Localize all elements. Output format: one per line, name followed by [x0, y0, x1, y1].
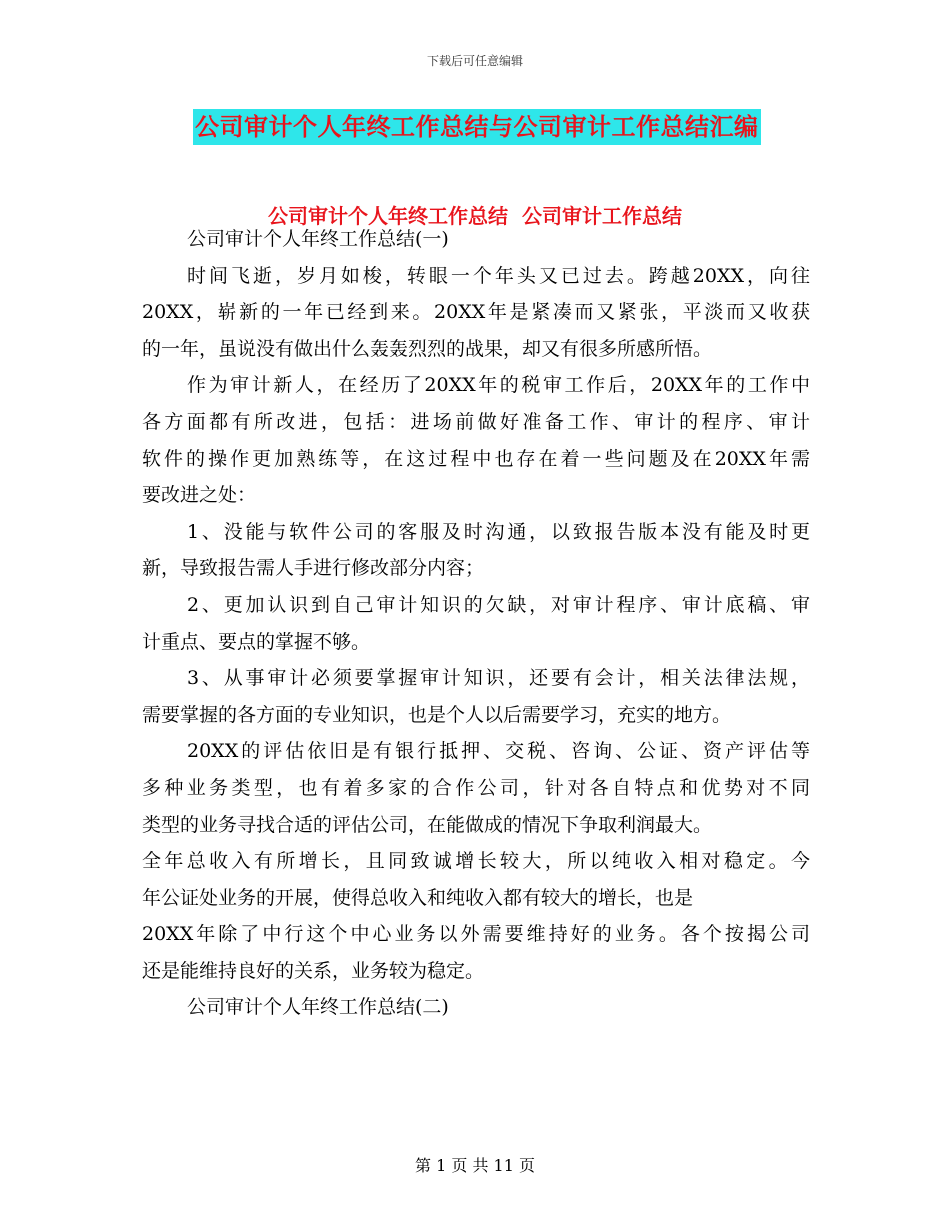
body-line: 多种业务类型，也有着多家的合作公司，针对各自特点和优势对不同	[142, 776, 810, 799]
document-subtitle: 公司审计个人年终工作总结 公司审计工作总结	[268, 204, 682, 228]
body-line: 20XX的评估依旧是有银行抵押、交税、咨询、公证、资产评估等	[187, 740, 810, 763]
body-line: 3、从事审计必须要掌握审计知识，还要有会计，相关法律法规，	[187, 667, 810, 690]
body-line: 各方面都有所改进，包括：进场前做好准备工作、审计的程序、审计	[142, 410, 810, 433]
body-line: 类型的业务寻找合适的评估公司，在能做成的情况下争取利润最大。	[142, 813, 713, 836]
body-line: 公司审计个人年终工作总结(一)	[187, 228, 449, 250]
body-line: 要改进之处：	[142, 484, 257, 507]
body-line: 需要掌握的各方面的专业知识，也是个人以后需要学习，充实的地方。	[142, 703, 732, 726]
body-line: 1、没能与软件公司的客服及时沟通，以致报告版本没有能及时更	[187, 520, 810, 543]
body-line: 20XX，崭新的一年已经到来。20XX年是紧凑而又紧张，平淡而又收获	[142, 301, 810, 324]
body-line: 公司审计个人年终工作总结(二)	[187, 996, 449, 1019]
body-line: 全年总收入有所增长，且同致诚增长较大，所以纯收入相对稳定。今	[142, 850, 810, 873]
page-footer: 第 1 页 共 11 页	[415, 1156, 535, 1175]
body-line: 20XX年除了中行这个中心业务以外需要维持好的业务。各个按揭公司	[142, 923, 810, 946]
body-line: 时间飞逝，岁月如梭，转眼一个年头又已过去。跨越20XX，向往	[187, 264, 810, 287]
document-title: 公司审计个人年终工作总结与公司审计工作总结汇编	[193, 109, 761, 145]
body-line: 软件的操作更加熟练等，在这过程中也存在着一些问题及在20XX年需	[142, 447, 810, 470]
body-line: 还是能维持良好的关系，业务较为稳定。	[142, 959, 485, 982]
body-line: 作为审计新人，在经历了20XX年的税审工作后，20XX年的工作中	[187, 374, 810, 397]
body-line: 2、更加认识到自己审计知识的欠缺，对审计程序、审计底稿、审	[187, 593, 810, 616]
body-line: 年公证处业务的开展，使得总收入和纯收入都有较大的增长，也是	[142, 886, 694, 909]
body-line: 新，导致报告需人手进行修改部分内容；	[142, 557, 485, 580]
body-line: 的一年，虽说没有做出什么轰轰烈烈的战果，却又有很多所感所悟。	[142, 337, 713, 360]
body-line: 计重点、要点的掌握不够。	[142, 630, 371, 653]
header-note: 下载后可任意编辑	[426, 54, 523, 68]
document-body	[142, 221, 810, 1026]
